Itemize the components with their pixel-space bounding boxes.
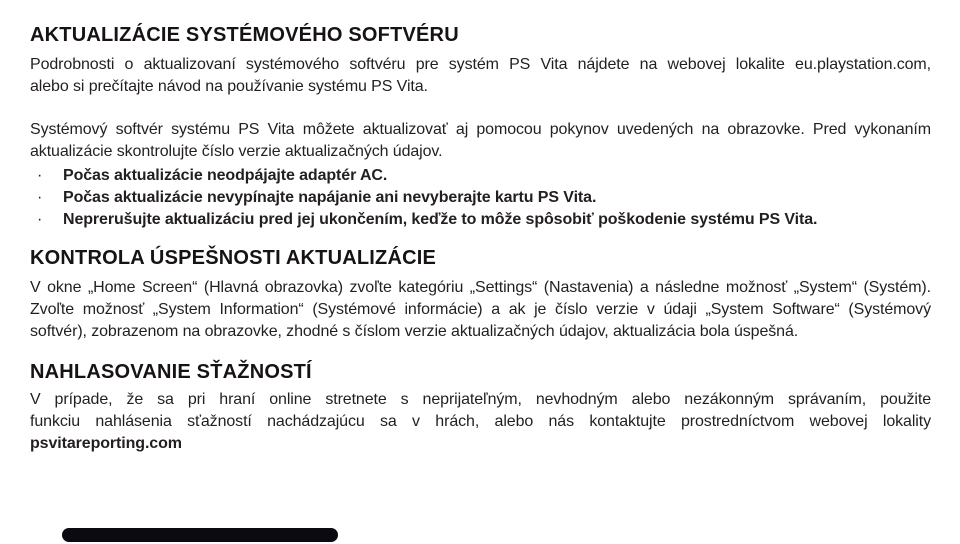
paragraph-line: V prípade, že sa pri hraní online stretnete s neprijateľným, nevhodným alebo nezákonným správaním, použite	[30, 391, 931, 408]
paragraph-line: V okne „Home Screen“ (Hlavná obrazovka) zvoľte kategóriu „Settings“ (Nastavenia) a následne možnosť „System“ (Systém).	[30, 279, 931, 296]
paragraph-grief-reporting	[30, 389, 931, 455]
paragraph-update-onscreen	[30, 119, 931, 163]
paragraph-update-info	[30, 54, 931, 98]
bullet-marker: ·	[37, 167, 43, 184]
list-item	[30, 187, 931, 209]
section-heading-system-software-updates: AKTUALIZÁCIE SYSTÉMOVÉHO SOFTVÉRU	[30, 24, 459, 46]
bullet-marker: ·	[37, 211, 43, 228]
update-warning-list	[30, 165, 931, 231]
page-content	[30, 23, 931, 455]
paragraph-line: funkciu nahlásenia sťažností nachádzajúcu sa v hrách, alebo nás kontaktujte prostredníctvom webovej lokality	[30, 413, 931, 430]
paragraph-line: softvér), zobrazenom na obrazovke, zhodné s číslom verzie aktualizačných údajov, aktualizácia bola úspešná.	[30, 323, 799, 340]
bullet-marker: ·	[37, 189, 43, 206]
paragraph-line: Podrobnosti o aktualizovaní systémového softvéru pre systém PS Vita nájdete na webovej lokalite eu.playstation.com,	[30, 56, 931, 73]
reporting-url: psvitareporting.com	[30, 435, 182, 452]
section-heading-grief-reporting: NAHLASOVANIE SŤAŽNOSTÍ	[30, 361, 312, 383]
list-item-text: Počas aktualizácie neodpájajte adaptér AC.	[63, 167, 388, 184]
list-item	[30, 209, 931, 231]
paragraph-line: aktualizácie skontrolujte číslo verzie aktualizačných údajov.	[30, 143, 443, 160]
paragraph-verification-steps	[30, 277, 931, 343]
bottom-bar	[62, 528, 338, 542]
paragraph-line: alebo si prečítajte návod na používanie systému PS Vita.	[30, 78, 428, 95]
paragraph-line: Zvoľte možnosť „System Information“ (Systémové informácie) a ak je číslo verzie v údaji „System Software“ (Systémový	[30, 301, 931, 318]
section-heading-update-verification: KONTROLA ÚSPEŠNOSTI AKTUALIZÁCIE	[30, 247, 437, 269]
list-item	[30, 165, 931, 187]
list-item-text: Neprerušujte aktualizáciu pred jej ukončením, keďže to môže spôsobiť poškodenie systému PS Vita.	[63, 211, 818, 228]
paragraph-line: Systémový softvér systému PS Vita môžete aktualizovať aj pomocou pokynov uvedených na obrazovke. Pred vykonaním	[30, 121, 931, 138]
list-item-text: Počas aktualizácie nevypínajte napájanie ani nevyberajte kartu PS Vita.	[63, 189, 597, 206]
